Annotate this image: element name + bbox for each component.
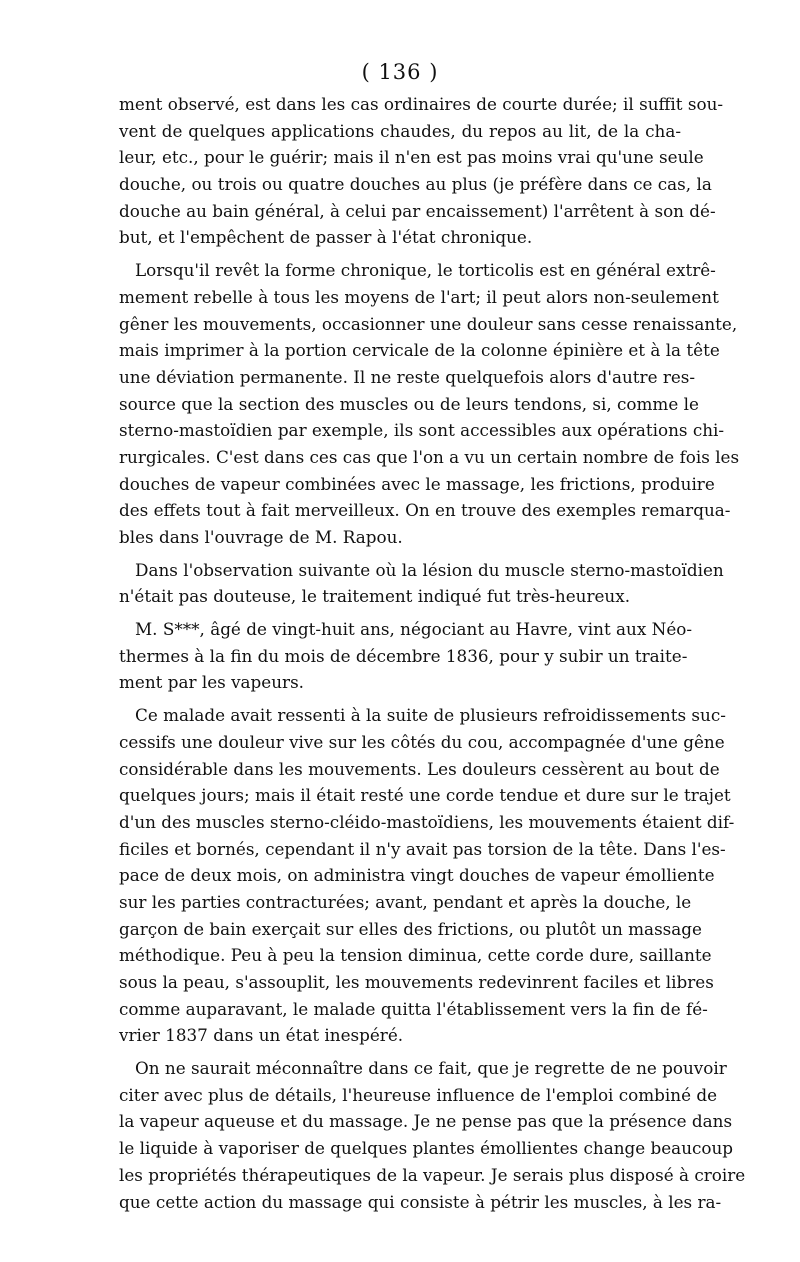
text-line: cessifs une douleur vive sur les côtés du cou, accompagnée d'une gêne (119, 731, 725, 752)
paragraph (119, 702, 735, 1049)
text-line: On ne saurait méconnaître dans ce fait, que je regrette de ne pouvoir (135, 1058, 727, 1079)
text-line: M. S***, âgé de vingt-huit ans, négociant au Havre, vint aux Néo- (135, 619, 693, 640)
text-line: la vapeur aqueuse et du massage. Je ne pense pas que la présence dans (119, 1111, 733, 1132)
text-line: citer avec plus de détails, l'heureuse influence de l'emploi combiné de (119, 1084, 718, 1105)
text-line: ficiles et bornés, cependant il n'y avait pas torsion de la tête. Dans l'es- (119, 838, 726, 859)
page-number: ( 136 ) (361, 60, 439, 84)
text-line: garçon de bain exerçait sur elles des frictions, ou plutôt un massage (119, 918, 702, 939)
text-line: leur, etc., pour le guérir; mais il n'en est pas moins vrai qu'une seule (119, 147, 704, 168)
text-line: sur les parties contracturées; avant, pendant et après la douche, le (119, 891, 692, 912)
text-line: quelques jours; mais il était resté une corde tendue et dure sur le trajet (119, 785, 731, 806)
paragraph (119, 257, 740, 551)
text-line: bles dans l'ouvrage de M. Rapou. (119, 527, 403, 547)
text-line: considérable dans les mouvements. Les douleurs cessèrent au bout de (119, 758, 720, 779)
text-line: ment observé, est dans les cas ordinaires de courte durée; il suffit sou- (119, 94, 724, 114)
text-line: rurgicales. C'est dans ces cas que l'on a vu un certain nombre de fois les (119, 446, 740, 467)
paragraph (119, 1055, 746, 1215)
text-line: les propriétés thérapeutiques de la vapeur. Je serais plus disposé à croire (119, 1164, 746, 1185)
text-line: Dans l'observation suivante où la lésion du muscle sterno-mastoïdien (135, 559, 724, 580)
text-line: ment par les vapeurs. (119, 672, 305, 693)
paragraph (119, 616, 693, 696)
paragraph (119, 557, 724, 610)
text-line: gêner les mouvements, occasionner une douleur sans cesse renaissante, (119, 313, 738, 334)
text-line: que cette action du massage qui consiste à pétrir les muscles, à les ra- (119, 1191, 722, 1212)
text-line: Lorsqu'il revêt la forme chronique, le torticolis est en général extrê- (135, 260, 716, 281)
text-line: vent de quelques applications chaudes, du repos au lit, de la cha- (119, 120, 681, 141)
text-line: sous la peau, s'assouplit, les mouvements redevinrent faciles et libres (119, 972, 714, 992)
text-line: mement rebelle à tous les moyens de l'art; il peut alors non-seulement (119, 286, 719, 307)
text-line: Ce malade avait ressenti à la suite de plusieurs refroidissements suc- (135, 705, 726, 726)
text-line: n'était pas douteuse, le traitement indiqué fut très-heureux. (119, 586, 631, 607)
text-line: douche au bain général, à celui par encaissement) l'arrêtent à son dé- (119, 200, 716, 221)
text-line: mais imprimer à la portion cervicale de la colonne épinière et à la tête (119, 340, 720, 361)
text-line: une déviation permanente. Il ne reste quelquefois alors d'autre res- (119, 366, 696, 387)
text-line: d'un des muscles sterno-cléido-mastoïdiens, les mouvements étaient dif- (119, 811, 735, 832)
text-line: thermes à la fin du mois de décembre 1836, pour y subir un traite- (119, 645, 688, 666)
text-line: pace de deux mois, on administra vingt douches de vapeur émolliente (119, 865, 715, 886)
paragraph (119, 91, 724, 251)
text-line: méthodique. Peu à peu la tension diminua, cette corde dure, saillante (119, 945, 712, 966)
text-line: sterno-mastoïdien par exemple, ils sont accessibles aux opérations chi- (119, 420, 725, 441)
text-line: source que la section des muscles ou de leurs tendons, si, comme le (119, 393, 699, 414)
text-line: des effets tout à fait merveilleux. On en trouve des exemples remarqua- (119, 500, 731, 521)
text-line: douches de vapeur combinées avec le massage, les frictions, produire (119, 473, 715, 494)
text-line: comme auparavant, le malade quitta l'établissement vers la fin de fé- (119, 998, 708, 1019)
text-line: vrier 1837 dans un état inespéré. (119, 1025, 404, 1046)
text-line: but, et l'empêchent de passer à l'état chronique. (119, 227, 533, 248)
text-line: le liquide à vaporiser de quelques plantes émollientes change beaucoup (119, 1138, 734, 1159)
text-line: douche, ou trois ou quatre douches au plus (je préfère dans ce cas, la (119, 174, 712, 195)
body-text (119, 91, 746, 1221)
